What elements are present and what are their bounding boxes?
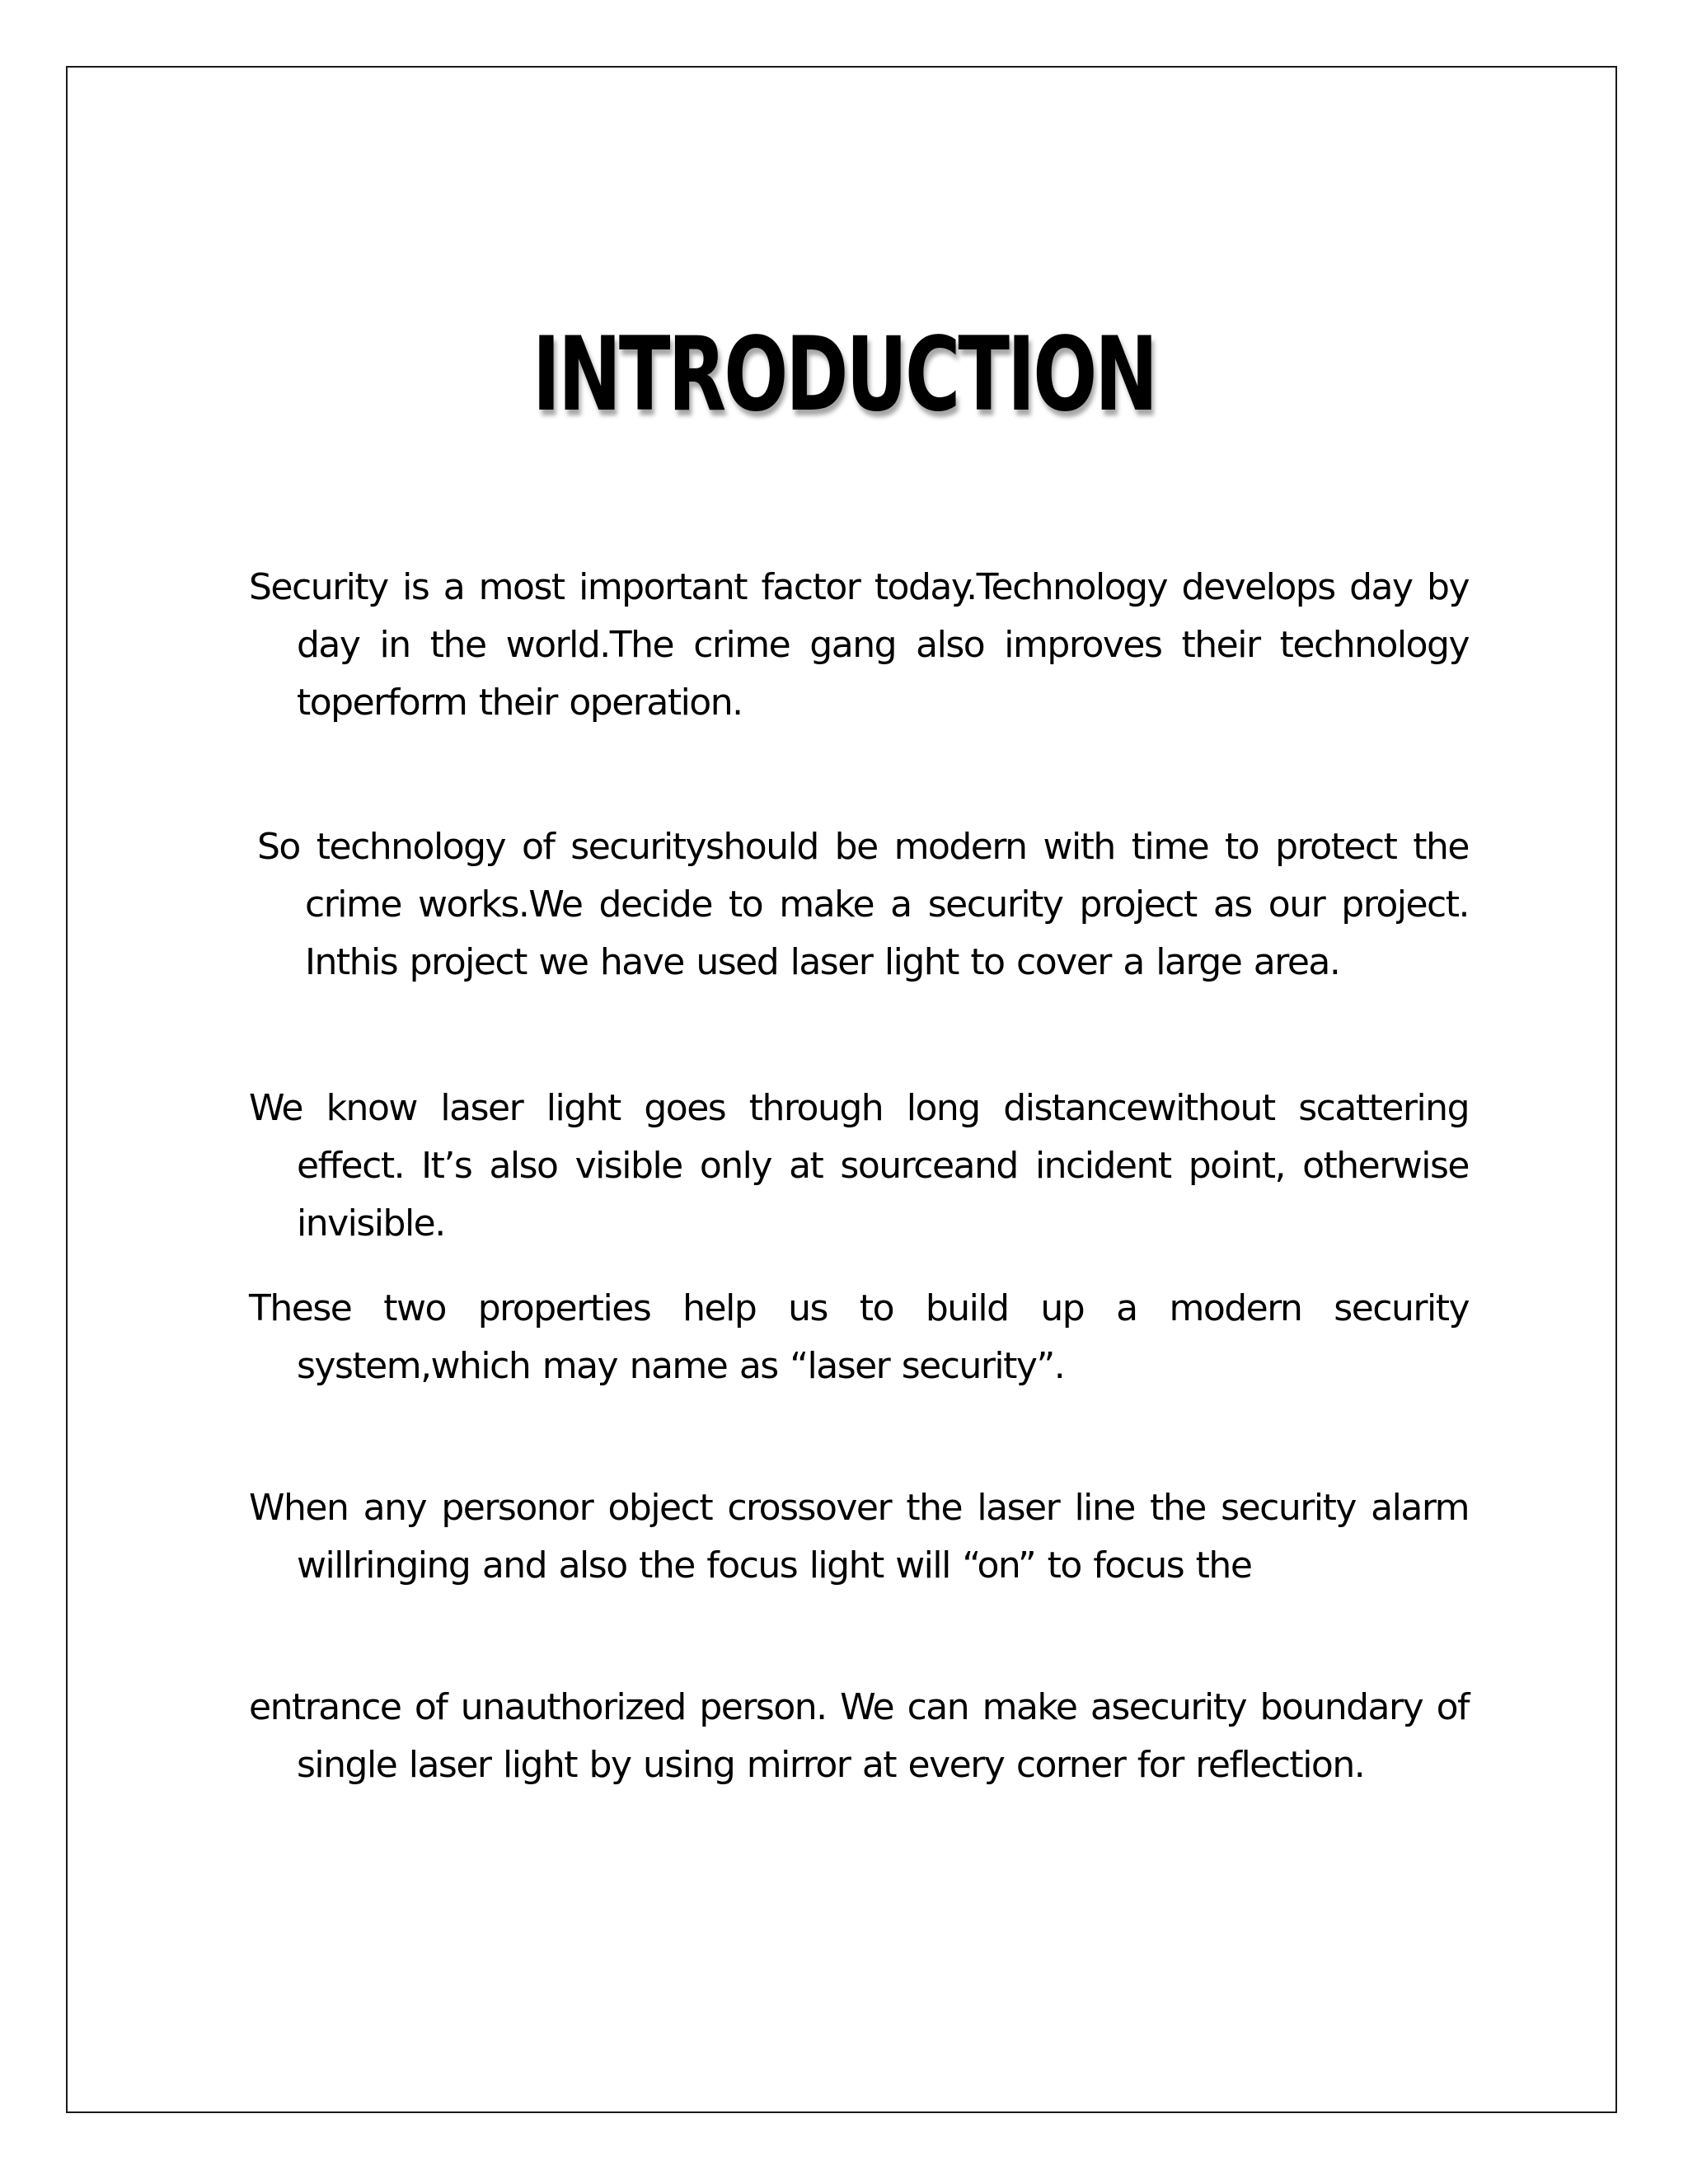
- paragraph: entrance of unauthorized person. We can make asecurity boundary of single laser light by using mirror at every corner for reflection.: [249, 1686, 1469, 1786]
- paragraph: We know laser light goes through long distancewithout scattering effect. It’s also visible only at sourceand incident point, otherwise invisible.: [249, 1087, 1469, 1244]
- paragraph: These two properties help us to build up a modern security system,which may name as “laser security”.: [249, 1287, 1469, 1387]
- paragraph: When any personor object crossover the laser line the security alarm willringing and also the focus light will “on” to focus the: [249, 1487, 1469, 1586]
- paragraph: Security is a most important factor today.Technology develops day by day in the world.The crime gang also improves their technology toperform their operation.: [249, 566, 1469, 724]
- page-title: INTRODUCTION: [532, 316, 1156, 434]
- paragraph: So technology of securityshould be modern with time to protect the crime works.We decide to make a security project as our project. Inthis project we have used laser light to cover a large area.: [257, 826, 1469, 983]
